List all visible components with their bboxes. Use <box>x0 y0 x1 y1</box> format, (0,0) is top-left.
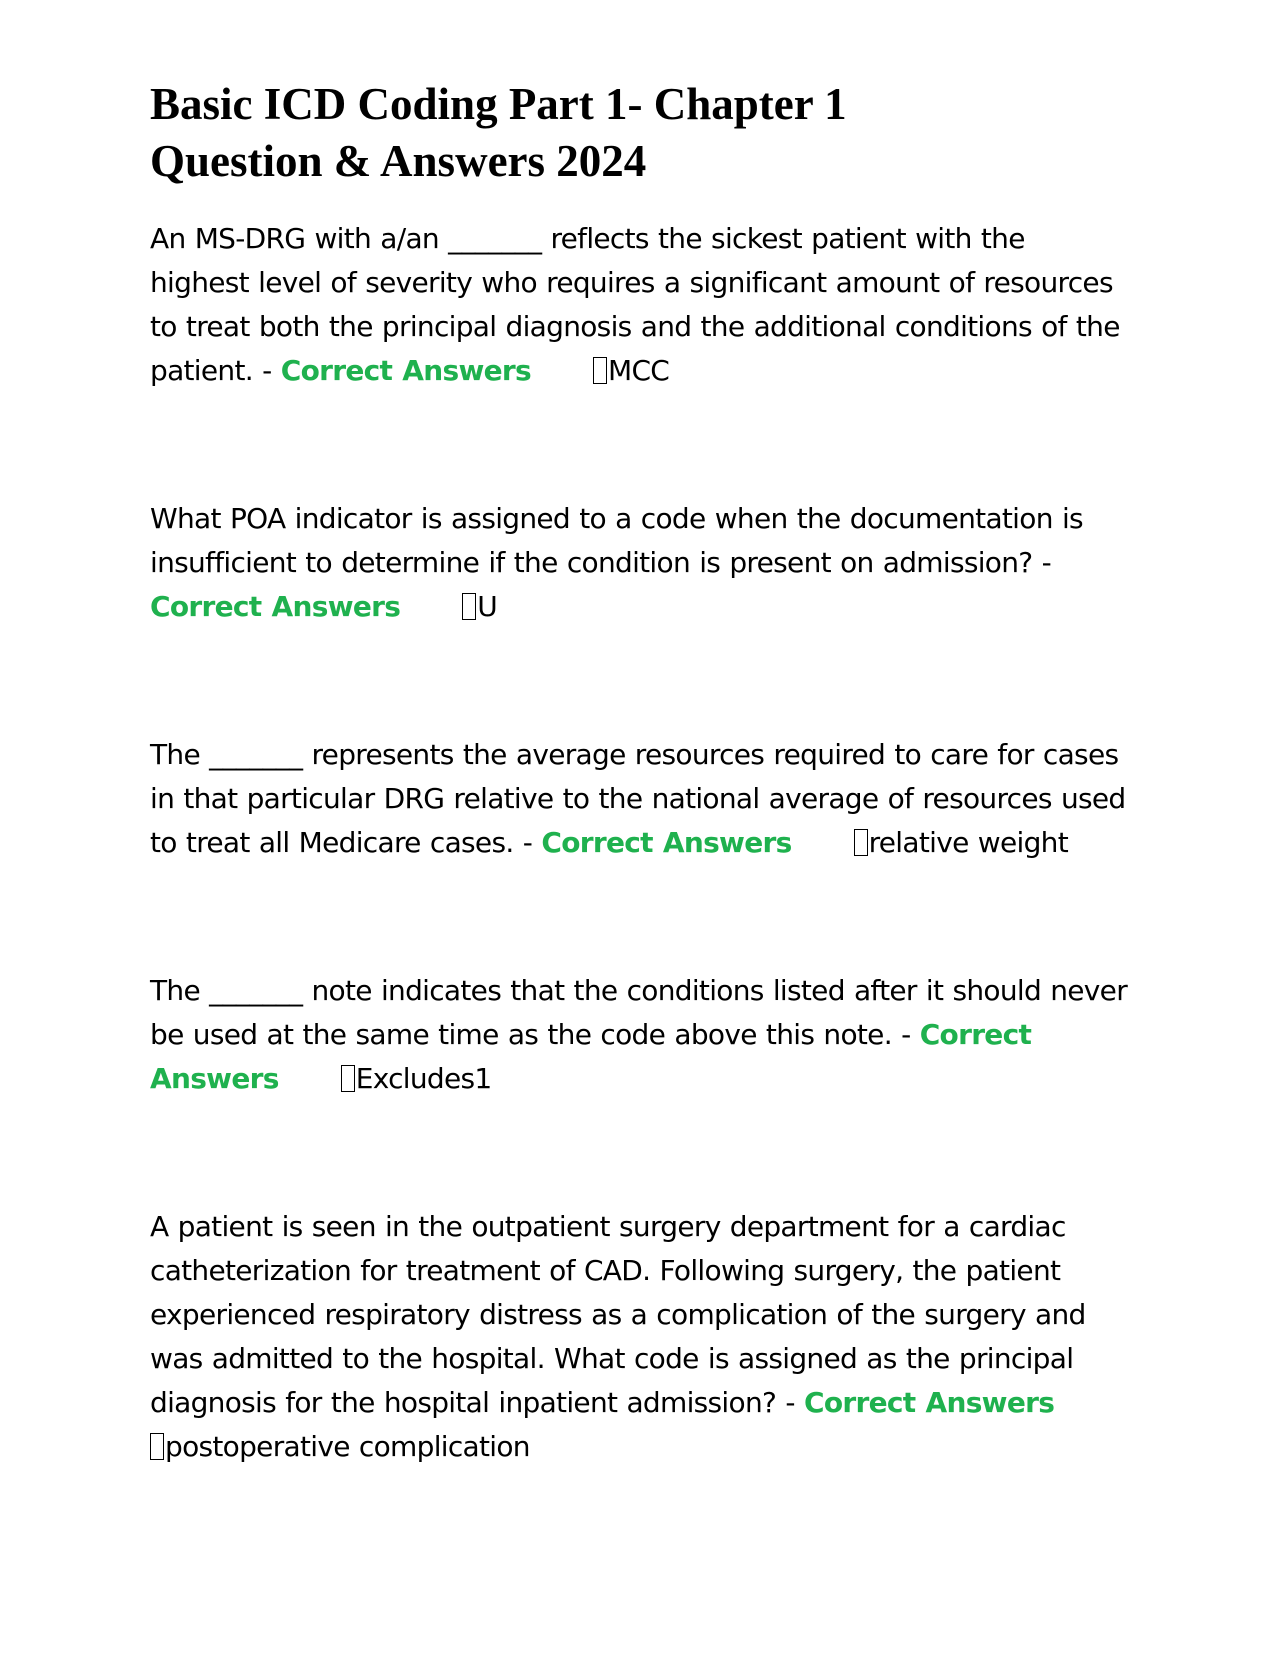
correct-answers-label: Correct Answers <box>541 826 792 859</box>
question-text: The _______ note indicates that the conditions listed after it should never be used at the same time as the code above this note. - <box>150 974 1128 1051</box>
answer-text: Excludes1 <box>355 1062 492 1095</box>
question-text: An MS-DRG with a/an _______ reflects the sickest patient with the highest level of severity who requires a significant amount of resources to treat both the principal diagnosis and the additional conditions of the patient. - <box>150 222 1120 387</box>
missing-glyph-box-icon <box>150 1433 164 1460</box>
qa-item-5 <box>150 1205 1130 1469</box>
answer-text: U <box>477 590 498 623</box>
missing-glyph-box-icon <box>462 593 476 620</box>
qa-item-2 <box>150 497 1130 629</box>
missing-glyph-box-icon <box>854 829 868 856</box>
correct-answers-label: Correct Answers <box>803 1386 1055 1419</box>
qa-item-4 <box>150 969 1130 1101</box>
missing-glyph-box-icon <box>341 1065 355 1092</box>
question-text: What POA indicator is assigned to a code when the documentation is insufficient to determine if the condition is present on admission? - <box>150 502 1083 579</box>
title-line-2: Question & Answers 2024 <box>150 136 647 186</box>
correct-answers-label: Correct Answers <box>150 590 401 623</box>
correct-answers-label: Correct Answers <box>280 354 531 387</box>
answer-text: MCC <box>607 354 670 387</box>
answer-text: relative weight <box>868 826 1068 859</box>
title-line-1: Basic ICD Coding Part 1- Chapter 1 <box>150 79 847 129</box>
page-title <box>150 76 1130 190</box>
missing-glyph-box-icon <box>593 357 607 384</box>
qa-item-1 <box>150 217 1130 393</box>
question-text: The _______ represents the average resources required to care for cases in that particular DRG relative to the national average of resources used to treat all Medicare cases. - <box>150 738 1126 859</box>
answer-text: postoperative complication <box>165 1430 530 1463</box>
question-text: A patient is seen in the outpatient surgery department for a cardiac catheterization for treatment of CAD. Following surgery, the patient experienced respiratory distress as a complication of the surgery and was admitted to the hospital. What code is assigned as the principal diagnosis for the hospital inpatient admission? - <box>150 1210 1086 1419</box>
correct-answers-label: Correct Answers <box>150 1018 1032 1095</box>
document-page <box>150 76 1130 1573</box>
qa-item-3 <box>150 733 1130 865</box>
